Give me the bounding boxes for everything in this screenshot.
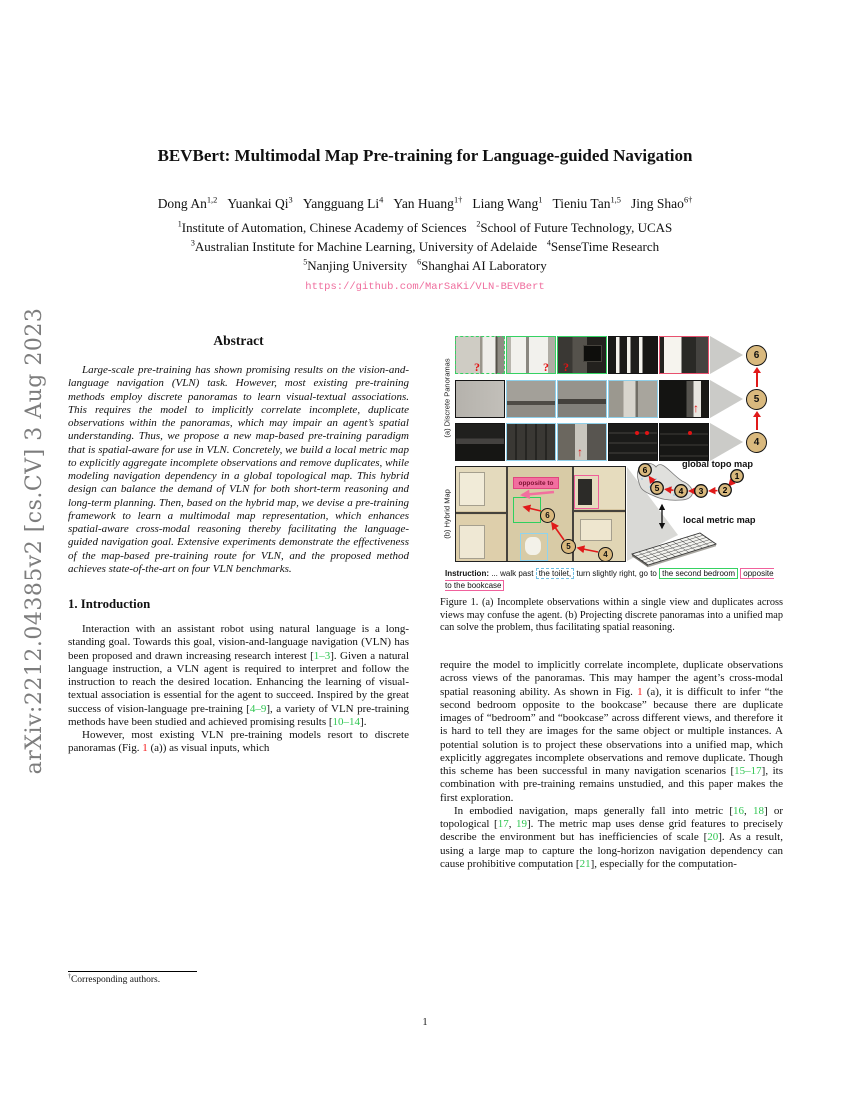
- chain-node: 6: [746, 345, 767, 366]
- red-arrow-icon: ↑: [577, 445, 583, 459]
- panorama-view: [608, 336, 658, 374]
- footnote-text: †Corresponding authors.: [68, 973, 161, 985]
- map-node: 6: [540, 508, 555, 523]
- red-dot: [635, 431, 639, 435]
- topo-map-label: global topo map: [682, 459, 753, 469]
- affiliation-line: $^5$Nanjing University $^6$Shanghai AI Laboratory: [303, 257, 547, 273]
- hybrid-map: [455, 466, 626, 562]
- figure-caption: Figure 1. (a) Incomplete observations within a single view and duplicates across views may confuse the agent. (b) Projecting discrete panoramas into a unified map can solve the problem, thus facilitating spatial reasoning.: [440, 597, 783, 634]
- svg-text:1: 1: [734, 471, 740, 481]
- body-paragraph: require the model to implicitly correlate incomplete, duplicate observations across views of the panoramas. This may hamper the agent’s cross-modal spatial reasoning ability. As shown in Fig. 1 (a), it is difficult to infer “the second bedroom opposite to the bookcase” because there are duplicate images of “bedroom” and “bookcase” across different views, and therefore it is hard to tell they are images for the same object or multiple instances. A potential solution is to project these observations into a unified map, which explicitly aggregates incomplete observations and remove duplicate. Though this scheme has been successful in many navigation scenarios [15–17], its combination with pre-training remains unstudied, and this paper makes the first exploration.: [440, 659, 783, 804]
- panorama-view: [455, 380, 505, 418]
- arxiv-banner: arXiv:2212.04385v2 [cs.CV] 3 Aug 2023: [22, 307, 47, 775]
- body-paragraph: In embodied navigation, maps generally fall into metric [16, 18] or topological [17, 19]. The metric map uses dense grid features to precisely describe the environment but has inefficiencies of scale [20]. As a result, using a large map to capture the long-horizon navigation dependency can cause prohibitive computation [21], especially for the computation-: [440, 804, 783, 870]
- svg-text:5: 5: [654, 483, 660, 493]
- panorama-view: [659, 336, 709, 374]
- chain-node: 5: [746, 389, 767, 410]
- paper-title: BEVBert: Multimodal Map Pre-training for Language-guided Navigation: [157, 146, 693, 165]
- panorama-row: [455, 380, 709, 418]
- affiliation-line: $^1$Institute of Automation, Chinese Academy of Sciences $^2$School of Future Technology, UCAS: [177, 219, 673, 235]
- red-arrow-head: [753, 411, 761, 417]
- svg-text:2: 2: [722, 485, 728, 495]
- abstract-text: Large-scale pre-training has shown promising results on the vision-and-language navigation (VLN) task. However, most existing pre-training methods employ discrete panoramas to learn visual-textual associations. This requires the model to implicitly correlate incomplete, duplicate observations within the panoramas, which may impair an agent’s spatial understanding. Thus, we propose a new map-based pre-training paradigm that is spatial-aware for use in VLN. Concretely, we build a local metric map to explicitly aggregate incomplete observations and remove duplicates, while modeling navigation dependency in a global topological map. This hybrid design can balance the demand of VLN for both short-term reasoning and long-term planning. Then, based on the hybrid map, we devise a pre-training framework to learn a multimodal map representation, which enhances spatial-aware cross-modal reasoning thereby facilitating the language-guided navigation goal. Extensive experiments demonstrate the effectiveness of the map-based pre-training route for VLN, and the proposed method achieves state-of-the-art on four VLN benchmarks.: [68, 364, 409, 575]
- gray-triangle: [710, 380, 743, 418]
- intro-paragraph-1: Interaction with an assistant robot using natural language is a long-standing goal. Towards this goal, vision-and-language navigation (VLN) has been proposed and drawn increasing research interest [1–3]. Given a natural language instruction, a VLN agent is required to interpret and follow the instruction to reach the desired location. Enhancing the learning of visual-textual association is essential for the agent to succeed. Inspired by the great success of vision-language pre-training [4–9], a variety of VLN pre-training methods have been studied and achieved promising results [10–14].: [68, 623, 409, 728]
- question-mark: ?: [543, 360, 549, 374]
- panorama-view: [557, 336, 607, 374]
- tv-shape: [583, 345, 602, 362]
- left-column: [68, 333, 409, 985]
- map-node: 4: [598, 547, 613, 562]
- panel-a-label: (a) Discrete Panoramas: [442, 358, 452, 438]
- panorama-view: [455, 336, 505, 374]
- panorama-view: [506, 336, 556, 374]
- footnote: [68, 971, 409, 985]
- panel-b-label: (b) Hybrid Map: [442, 489, 452, 539]
- panorama-view: [506, 380, 556, 418]
- panorama-view: [608, 380, 658, 418]
- svg-text:3: 3: [698, 486, 704, 496]
- svg-text:4: 4: [678, 486, 684, 496]
- topo-and-metric-graph: [626, 455, 783, 573]
- intro-paragraph-2: However, most existing VLN pre-training models resort to discrete panoramas (Fig. 1 (a)) as visual inputs, which: [68, 729, 409, 755]
- page-number: 1: [422, 1017, 428, 1028]
- red-arrow-head: [753, 367, 761, 373]
- question-mark: ?: [474, 360, 480, 374]
- red-dot: [645, 431, 649, 435]
- svg-text:6: 6: [642, 465, 648, 475]
- chain-node: 4: [746, 432, 767, 453]
- map-node: 5: [561, 539, 576, 554]
- map-tag-label: opposite to: [513, 477, 559, 489]
- affiliation-line: $^3$Australian Institute for Machine Learning, University of Adelaide $^4$SenseTime Research: [190, 238, 660, 254]
- panorama-view: [455, 423, 505, 461]
- panorama-view: [557, 380, 607, 418]
- panorama-view: [659, 380, 709, 418]
- right-column-body: [440, 659, 783, 871]
- red-dot: [688, 431, 692, 435]
- panorama-row: [455, 336, 709, 374]
- red-arrow-icon: ↑: [693, 401, 699, 415]
- footnote-rule: [68, 971, 197, 972]
- panorama-view: [506, 423, 556, 461]
- abstract-heading: Abstract: [213, 333, 264, 348]
- question-mark: ?: [563, 360, 569, 374]
- section-heading-introduction: 1. Introduction: [68, 597, 151, 611]
- gray-triangle: [710, 336, 743, 374]
- panorama-view: [557, 423, 607, 461]
- author-line: Dong An$^{1,2}$ Yuankai Qi$^3$ Yangguang Li$^4$ Yan Huang$^{1\dagger}$ Liang Wang$^1$ Tieniu Tan$^{1,5}$ Jing Shao$^{6\dagger}$: [157, 195, 693, 211]
- figure-instruction: Instruction: ... walk past the toilet, turn slightly right, go to the second bedroom opposite to the bookcase: [445, 569, 774, 590]
- metric-map-label: local metric map: [683, 515, 756, 525]
- github-link[interactable]: https://github.com/MarSaKi/VLN-BEVBert: [305, 281, 545, 293]
